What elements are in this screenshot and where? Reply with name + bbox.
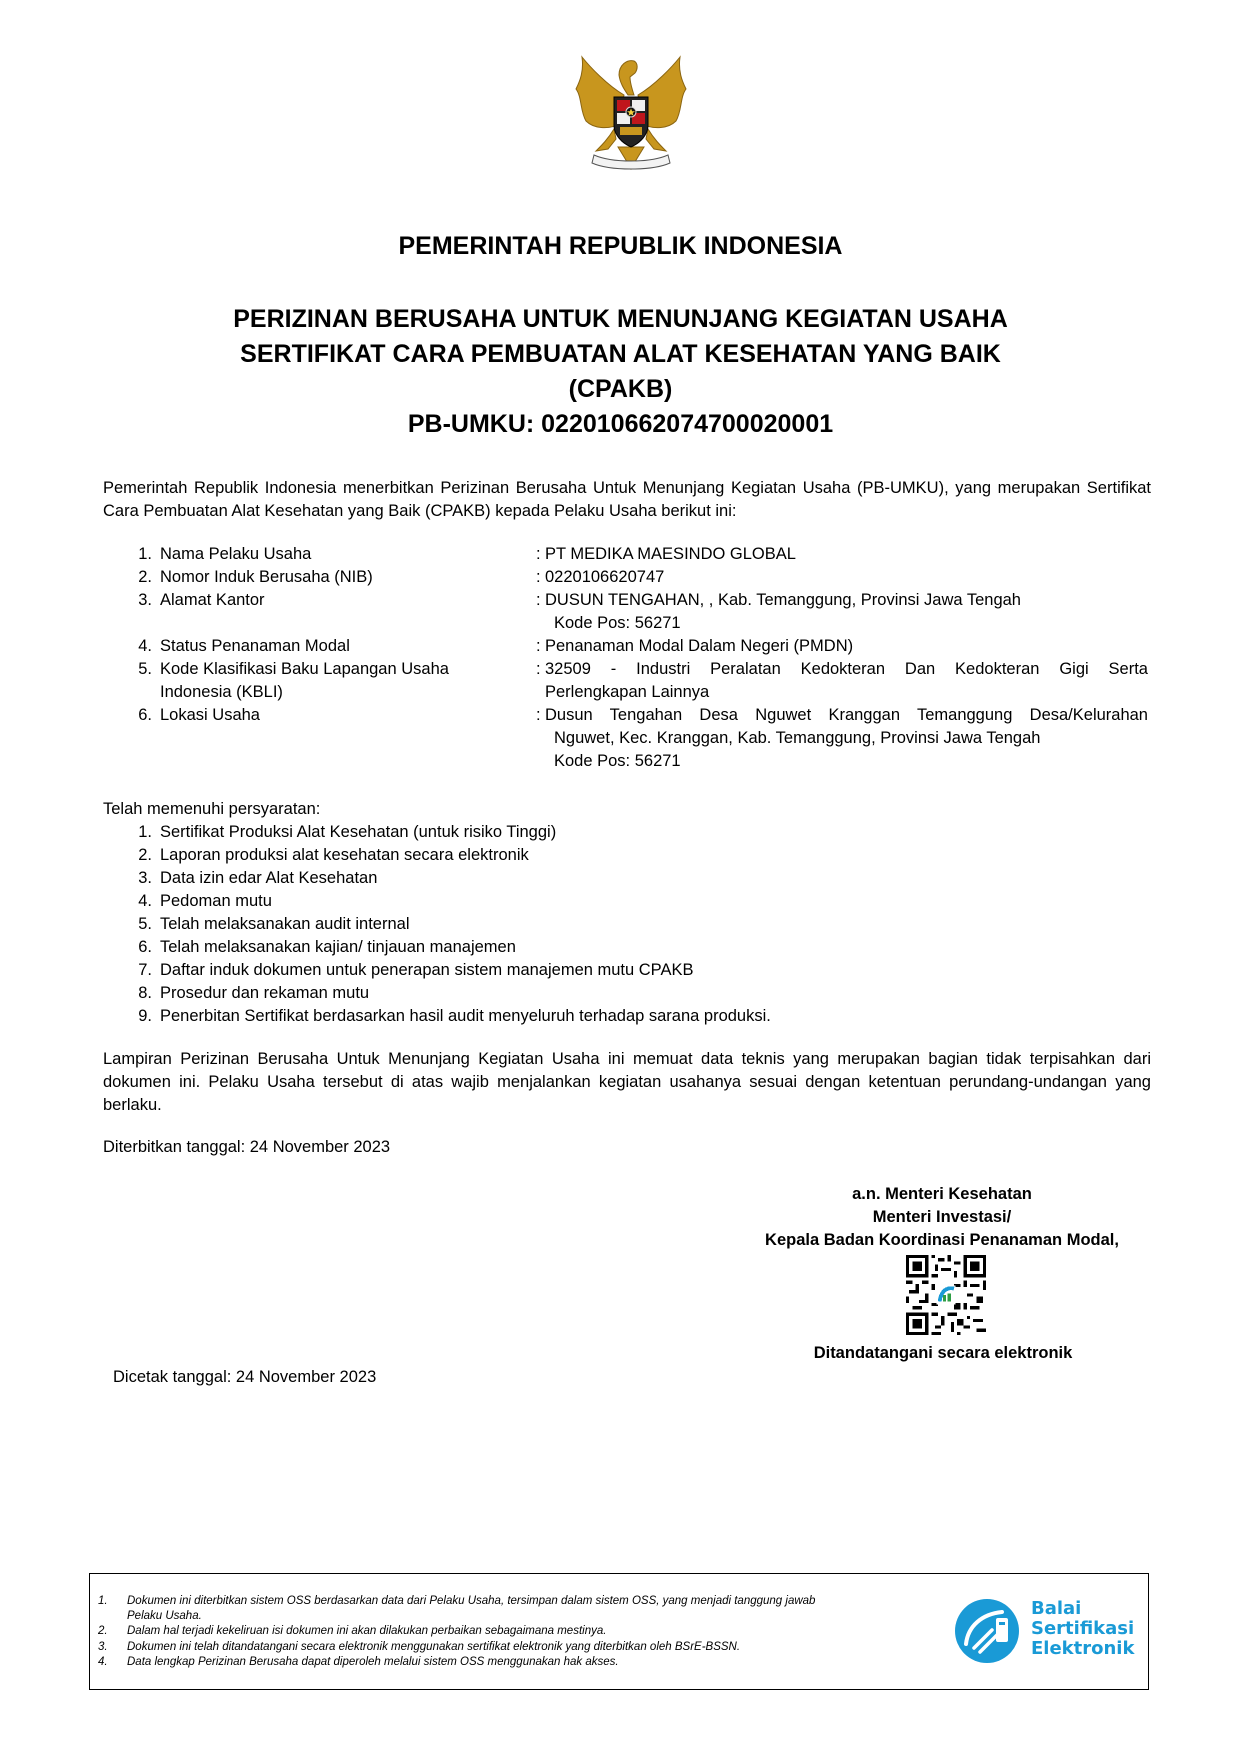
- detail-value-line: Dusun Tengahan Desa Nguwet Kranggan Temanggung Desa/Kelurahan: [545, 706, 1148, 724]
- detail-number: 4.: [138, 637, 152, 655]
- license-number: PB-UMKU: 022010662074700020001: [407, 410, 834, 438]
- requirement-text: Telah melaksanakan kajian/ tinjauan manajemen: [160, 938, 516, 956]
- detail-value: [545, 704, 1151, 773]
- detail-label: [160, 658, 536, 704]
- list-item: [120, 844, 1151, 867]
- shield-icon: [614, 97, 648, 147]
- detail-label: Nomor Induk Berusaha (NIB): [160, 568, 373, 586]
- list-item: [120, 913, 1151, 936]
- detail-number: 6.: [138, 706, 152, 724]
- title-line: PERIZINAN BERUSAHA UNTUK MENUNJANG KEGIATAN USAHA: [233, 305, 1008, 333]
- item-number: 8.: [138, 984, 152, 1002]
- detail-row: [120, 543, 1151, 566]
- footer-note: [98, 1640, 938, 1655]
- list-item: [120, 1005, 1151, 1028]
- bsre-wordmark-line: Elektronik: [1031, 1638, 1135, 1659]
- list-item: [120, 867, 1151, 890]
- note-number: 2.: [98, 1625, 108, 1638]
- detail-colon: :: [536, 545, 541, 563]
- note-text: Dalam hal terjadi kekeliruan isi dokumen ini akan dilakukan perbaikan sebagaimana mestinya.: [127, 1625, 607, 1638]
- item-number: 7.: [138, 961, 152, 979]
- note-text: [127, 1594, 815, 1624]
- detail-label: Status Penanaman Modal: [160, 637, 350, 655]
- item-number: 3.: [138, 869, 152, 887]
- detail-row: [120, 704, 1151, 773]
- detail-value: [545, 589, 1151, 635]
- item-number: 4.: [138, 892, 152, 910]
- requirement-text: Pedoman mutu: [160, 892, 272, 910]
- item-number: 9.: [138, 1007, 152, 1025]
- item-number: 1.: [138, 823, 152, 841]
- requirement-text: Telah melaksanakan audit internal: [160, 915, 410, 933]
- intro-paragraph: Pemerintah Republik Indonesia menerbitkan Perizinan Berusaha Untuk Menunjang Kegiatan Usaha (PB-UMKU), yang merupakan Sertifikat Cara Pembuatan Alat Kesehatan yang Baik (CPAKB) kepada Pelaku Usaha berikut ini:: [103, 479, 1151, 520]
- bsre-emblem-icon: [952, 1596, 1022, 1666]
- detail-number: 5.: [138, 660, 152, 678]
- certificate-title: [0, 302, 1241, 442]
- requirement-text: Prosedur dan rekaman mutu: [160, 984, 370, 1002]
- requirements-list: [120, 821, 1151, 1028]
- title-line: SERTIFIKAT CARA PEMBUATAN ALAT KESEHATAN YANG BAIK: [240, 340, 1001, 368]
- footer-note: [98, 1594, 938, 1624]
- detail-row: [120, 658, 1151, 704]
- requirements-intro: Telah memenuhi persyaratan:: [103, 800, 321, 818]
- postal-code: Kode Pos: 56271: [554, 614, 681, 632]
- detail-value-line: 32509 - Industri Peralatan Kedokteran Dan Kedokteran Gigi Serta: [545, 660, 1148, 678]
- detail-colon: :: [536, 660, 541, 678]
- title-line: (CPAKB): [568, 375, 673, 403]
- detail-row: [120, 635, 1151, 658]
- detail-value-line: Nguwet, Kec. Kranggan, Kab. Temanggung, Provinsi Jawa Tengah: [554, 729, 1041, 747]
- detail-row: [120, 566, 1151, 589]
- detail-colon: :: [536, 637, 541, 655]
- list-item: [120, 890, 1151, 913]
- detail-value: [545, 658, 1151, 704]
- detail-number: 1.: [138, 545, 152, 563]
- list-item: [120, 936, 1151, 959]
- note-text-line: Pelaku Usaha.: [127, 1610, 202, 1623]
- requirement-text: Penerbitan Sertifikat berdasarkan hasil audit menyeluruh terhadap sarana produksi.: [160, 1007, 771, 1025]
- signatory-line: a.n. Menteri Kesehatan: [852, 1185, 1032, 1203]
- detail-label-line: Indonesia (KBLI): [160, 683, 283, 701]
- detail-value: 0220106620747: [545, 568, 665, 586]
- bsre-wordmark-line: Balai: [1031, 1598, 1082, 1619]
- requirement-text: Laporan produksi alat kesehatan secara elektronik: [160, 846, 529, 864]
- detail-colon: :: [536, 706, 541, 724]
- list-item: [120, 959, 1151, 982]
- detail-value-line: Perlengkapan Lainnya: [545, 683, 710, 701]
- footer-note: [98, 1655, 938, 1670]
- government-heading: PEMERINTAH REPUBLIK INDONESIA: [398, 232, 843, 260]
- bsre-wordmark-line: Sertifikasi: [1031, 1618, 1135, 1639]
- note-text: Data lengkap Perizinan Berusaha dapat diperoleh melalui sistem OSS menggunakan hak akses.: [127, 1655, 619, 1668]
- closing-paragraph: Lampiran Perizinan Berusaha Untuk Menunjang Kegiatan Usaha ini memuat data teknis yang merupakan bagian tidak terpisahkan dari dokumen ini. Pelaku Usaha tersebut di atas wajib menjalankan kegiatan usahanya sesuai dengan ketentuan perundang-undangan yang berlaku.: [103, 1050, 1151, 1114]
- detail-row: [120, 589, 1151, 635]
- note-number: 3.: [98, 1640, 108, 1653]
- qr-code-icon: [906, 1255, 986, 1335]
- bsre-wordmark: [1031, 1599, 1134, 1659]
- list-item: [120, 982, 1151, 1005]
- note-text-line: Dokumen ini diterbitkan sistem OSS berdasarkan data dari Pelaku Usaha, tersimpan dalam sistem OSS, yang menjadi tanggung jawab: [127, 1595, 816, 1607]
- signatory-line: Menteri Investasi/: [872, 1208, 1012, 1226]
- item-number: 5.: [138, 915, 152, 933]
- requirement-text: Daftar induk dokumen untuk penerapan sistem manajemen mutu CPAKB: [160, 961, 694, 979]
- signatory-line: Kepala Badan Koordinasi Penanaman Modal,: [765, 1231, 1119, 1249]
- note-number: 1.: [98, 1595, 108, 1607]
- footer-notes-box: [89, 1573, 1149, 1690]
- requirement-text: Sertifikat Produksi Alat Kesehatan (untuk risiko Tinggi): [160, 823, 557, 841]
- detail-colon: :: [536, 591, 541, 609]
- item-number: 2.: [138, 846, 152, 864]
- detail-value: PT MEDIKA MAESINDO GLOBAL: [545, 545, 796, 563]
- detail-number: 2.: [138, 568, 152, 586]
- item-number: 6.: [138, 938, 152, 956]
- postal-code: Kode Pos: 56271: [554, 752, 681, 770]
- detail-value: Penanaman Modal Dalam Negeri (PMDN): [545, 637, 854, 655]
- bsre-logo: [952, 1596, 1142, 1666]
- issued-date: Diterbitkan tanggal: 24 November 2023: [103, 1138, 391, 1156]
- note-text: Dokumen ini telah ditandatangani secara elektronik menggunakan sertifikat elektronik yang diterbitkan oleh BSrE-BSSN.: [127, 1640, 741, 1653]
- business-details: [120, 543, 1151, 773]
- detail-label: Alamat Kantor: [160, 591, 265, 609]
- footer-notes: [98, 1594, 938, 1670]
- printed-date: Dicetak tanggal: 24 November 2023: [113, 1368, 377, 1386]
- garuda-emblem-icon: [572, 55, 690, 175]
- signature-block: [712, 1183, 1172, 1252]
- electronic-signature-label: Ditandatangani secara elektronik: [813, 1344, 1073, 1362]
- requirement-text: Data izin edar Alat Kesehatan: [160, 869, 378, 887]
- detail-label: Lokasi Usaha: [160, 706, 260, 724]
- note-number: 4.: [98, 1655, 108, 1668]
- footer-note: [98, 1624, 938, 1639]
- detail-colon: :: [536, 568, 541, 586]
- detail-value-line: DUSUN TENGAHAN, , Kab. Temanggung, Provinsi Jawa Tengah: [545, 591, 1021, 609]
- detail-label: Nama Pelaku Usaha: [160, 545, 312, 563]
- list-item: [120, 821, 1151, 844]
- detail-number: 3.: [138, 591, 152, 609]
- detail-label-line: Kode Klasifikasi Baku Lapangan Usaha: [160, 660, 449, 678]
